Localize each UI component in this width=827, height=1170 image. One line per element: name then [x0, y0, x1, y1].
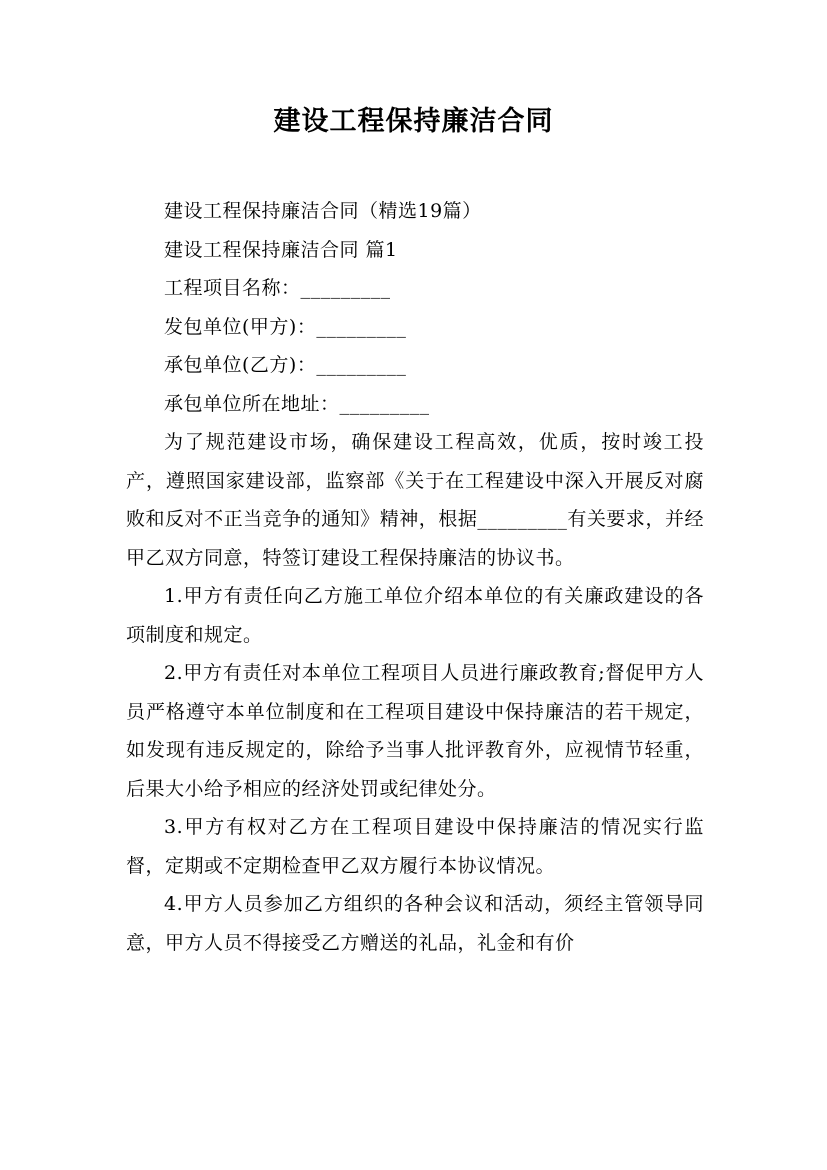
preamble-paragraph: 为了规范建设市场，确保建设工程高效，优质，按时竣工投产，遵照国家建设部，监察部《关于在工程建设中深入开展反对腐败和反对不正当竞争的通知》精神，根据_________有关要求，并经甲乙双方同意，特签订建设工程保持廉洁的协议书。 — [126, 431, 704, 569]
document-body — [126, 192, 704, 962]
clause-2: 2.甲方有责任对本单位工程项目人员进行廉政教育;督促甲方人员严格遵守本单位制度和在工程项目建设中保持廉洁的若干规定，如发现有违反规定的，除给予当事人批评教育外，应视情节轻重，后果大小给予相应的经济处罚或纪律处分。 — [126, 662, 704, 800]
clause-1: 1.甲方有责任向乙方施工单位介绍本单位的有关廉政建设的各项制度和规定。 — [126, 585, 704, 646]
document-title: 建设工程保持廉洁合同 — [273, 106, 554, 137]
party-b-address-field: 承包单位所在地址：_________ — [164, 392, 430, 415]
subtitle-line: 建设工程保持廉洁合同（精选19篇） — [164, 200, 482, 222]
party-a-field: 发包单位(甲方)：_________ — [164, 315, 407, 338]
project-name-field: 工程项目名称：_________ — [164, 277, 391, 299]
section-heading: 建设工程保持廉洁合同 篇1 — [164, 238, 398, 261]
clause-3: 3.甲方有权对乙方在工程项目建设中保持廉洁的情况实行监督，定期或不定期检查甲乙双方履行本协议情况。 — [126, 816, 704, 877]
party-b-field: 承包单位(乙方)：_________ — [164, 354, 407, 376]
clause-4: 4.甲方人员参加乙方组织的各种会议和活动，须经主管领导同意，甲方人员不得接受乙方赠送的礼品，礼金和有价 — [126, 893, 704, 954]
